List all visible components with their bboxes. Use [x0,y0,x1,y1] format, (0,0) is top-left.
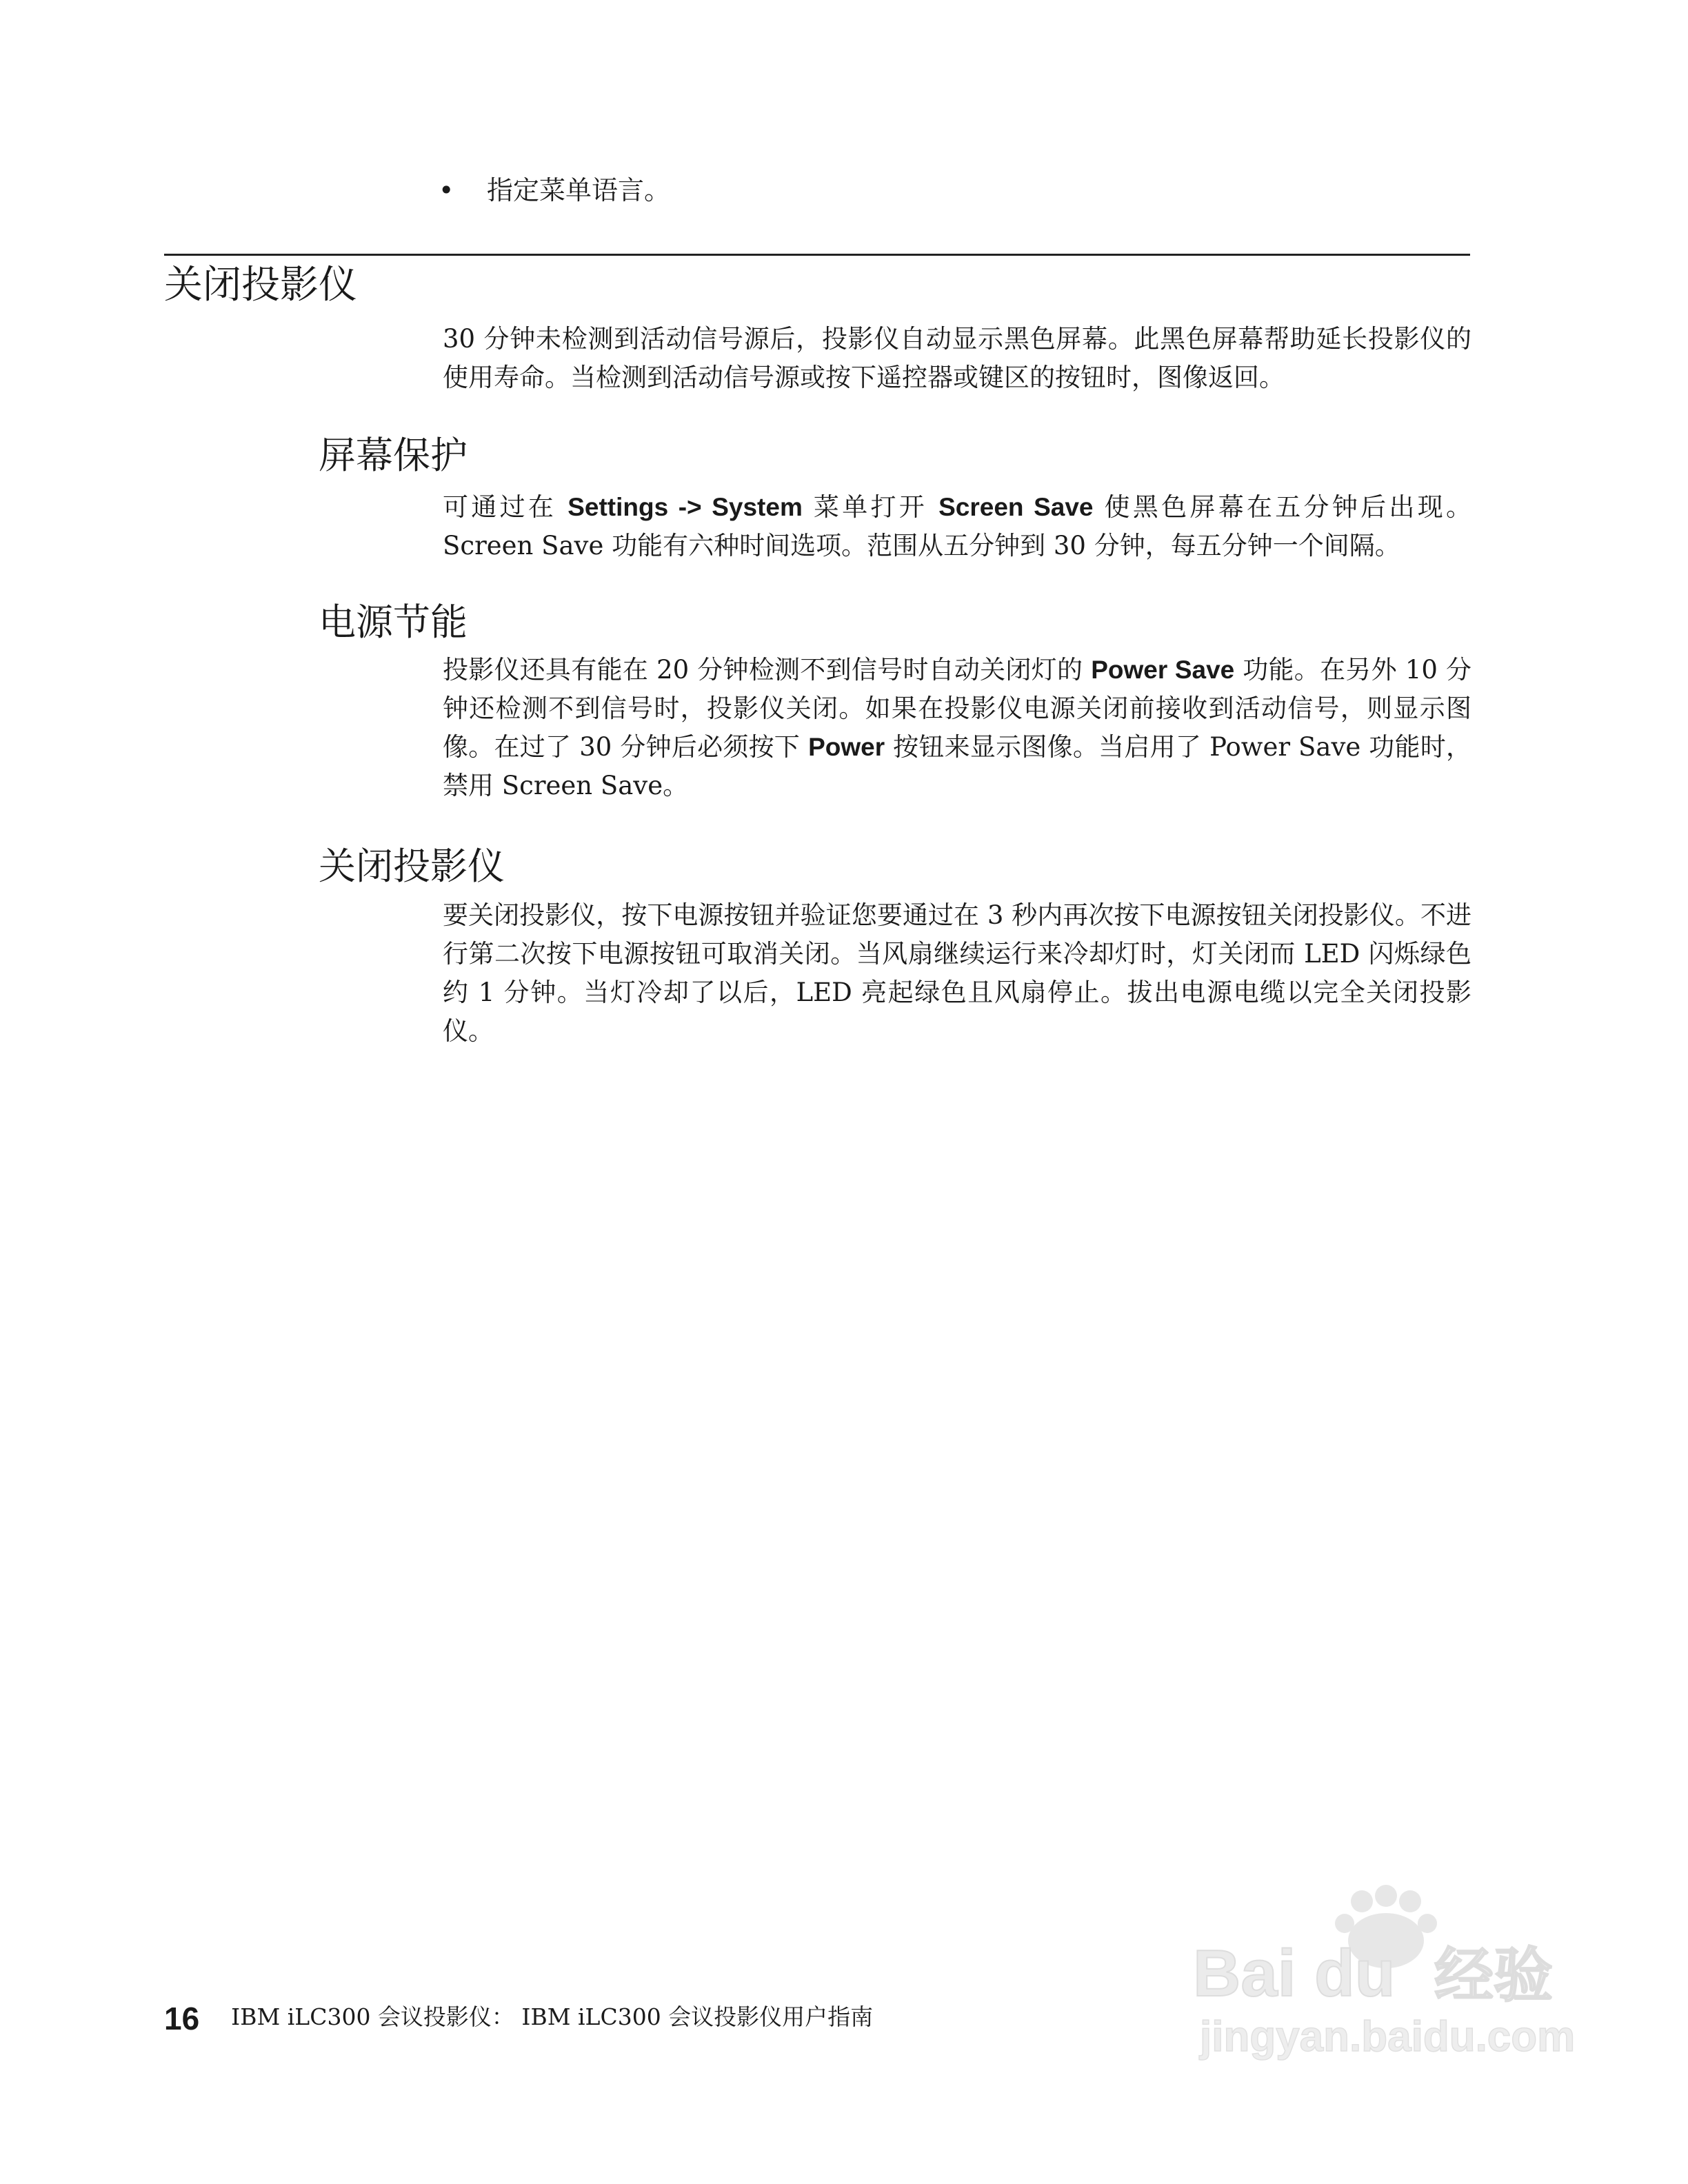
section-title: 关闭投影仪 [164,263,357,307]
section-rule [164,254,1470,256]
bullet-text: 指定菜单语言。 [487,175,671,205]
bullet-item [439,171,670,210]
power-save-paragraph [443,651,1471,805]
page-number: 16 [164,2001,200,2036]
text-run: 可通过在 [443,492,568,522]
section-paragraph: 30 分钟未检测到活动信号源后，投影仪自动显示黑色屏幕。此黑色屏幕帮助延长投影仪的使用寿命。当检测到活动信号源或按下遥控器或键区的按钮时，图像返回。 [443,324,1471,392]
feature-name: Power Save [1091,656,1235,684]
screen-save-paragraph [443,488,1471,565]
feature-name: Screen Save [938,493,1094,521]
footer-text: IBM iLC300 会议投影仪： IBM iLC300 会议投影仪用户指南 [231,2003,874,2030]
text-run: 按钮来显示图像。当启用了 Power Save 功能时，禁用 Screen Save。 [443,732,1471,800]
watermark-brand: Bai du [1193,1937,1396,2010]
watermark-cn: 经验 [1434,1941,1553,2010]
shutdown-paragraph: 要关闭投影仪，按下电源按钮并验证您要通过在 3 秒内再次按下电源按钮关闭投影仪。不进行第二次按下电源按钮可取消关闭。当风扇继续运行来冷却灯时，灯关闭而 LED 闪烁绿色约 1 分钟。当灯冷却了以后，LED 亮起绿色且风扇停止。拔出电源电缆以完全关闭投影仪。 [443,900,1471,1046]
power-save-heading: 电源节能 [319,600,468,644]
bullet-glyph: • [439,175,454,205]
screen-save-heading: 屏幕保护 [319,434,468,477]
baidu-watermark [1179,1875,1579,2068]
text-run: 使黑色屏幕在五分钟后出现。Screen Save 功能有六种时间选项。范围从五分钟到 30 分钟，每五分钟一个间隔。 [443,492,1471,560]
menu-path: Settings -> System [567,493,803,521]
text-run: 投影仪还具有能在 20 分钟检测不到信号时自动关闭灯的 [443,655,1092,685]
text-run: 菜单打开 [802,492,939,522]
page-footer [164,1996,873,2039]
watermark-url: jingyan.baidu.com [1200,2013,1576,2061]
text-run: 功能。在另外 10 分钟还检测不到信号时，投影仪关闭。如果在投影仪电源关闭前接收到活动信号，则显示图像。在过了 30 分钟后必须按下 [443,655,1471,762]
shutdown-heading: 关闭投影仪 [319,845,505,888]
button-name: Power [808,733,885,761]
